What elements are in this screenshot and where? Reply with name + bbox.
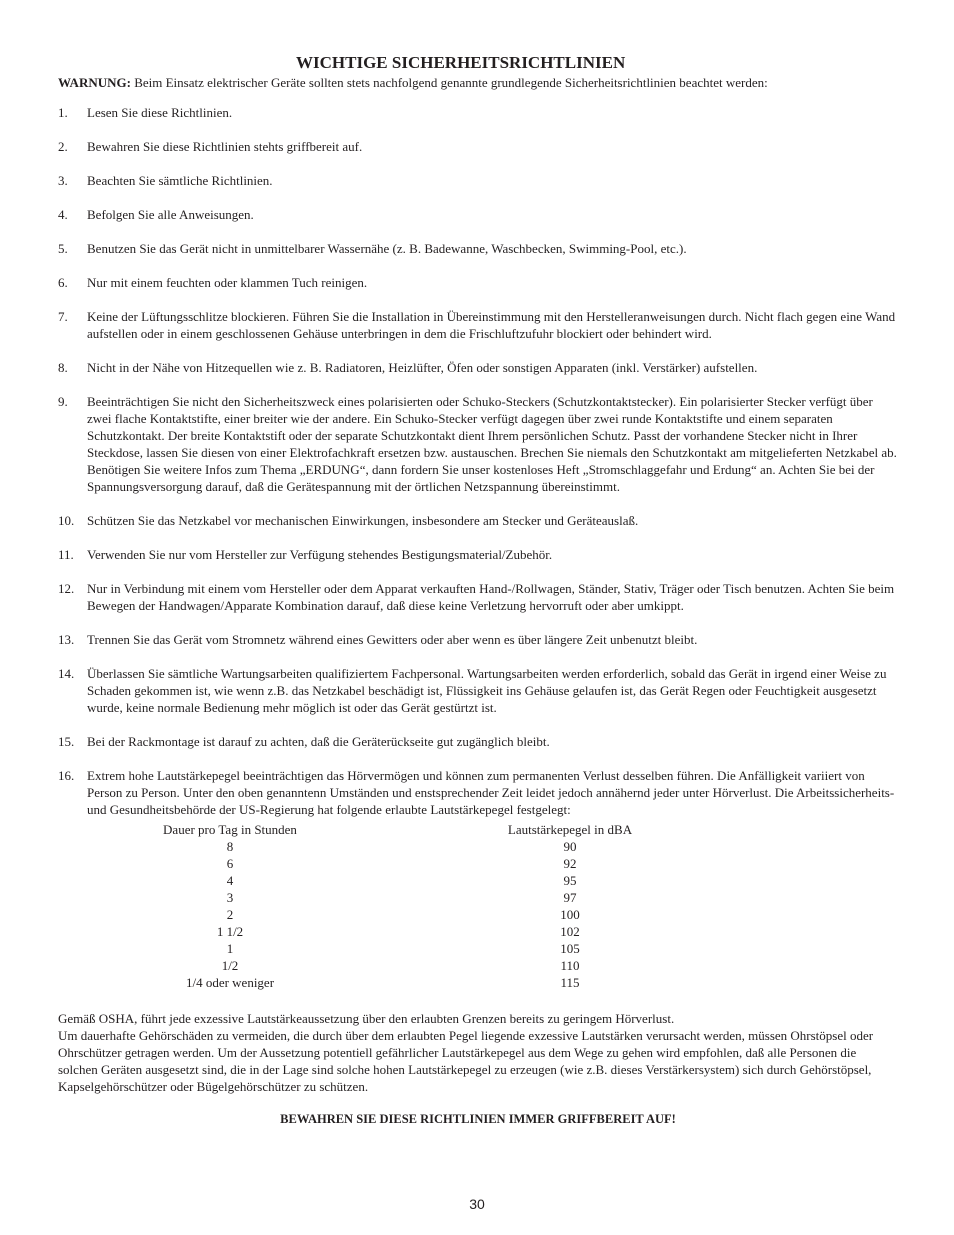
rule-text: Beachten Sie sämtliche Richtlinien.: [87, 173, 273, 188]
list-item: [58, 733, 898, 750]
level-cell: 115: [560, 975, 580, 990]
list-item: [58, 631, 898, 648]
warning-label: WARNUNG:: [58, 75, 131, 90]
rule-number: 2.: [58, 139, 68, 154]
level-header: Lautstärkepegel in dBA: [507, 822, 633, 837]
rule-number: 8.: [58, 360, 68, 375]
rule-text: Keine der Lüftungsschlitze blockieren. Führen Sie die Installation in Übereinstimmung mit den Herstelleranweisungen durch. Nicht flach gegen eine Wand aufstellen oder in einem geschlossenen Gehäuse unterbringen in dem die Frischluftzufuhr blockiert oder behindert wird.: [87, 309, 896, 341]
page-title: WICHTIGE SICHERHEITSRICHTLINIEN: [296, 53, 626, 72]
noise-exposure-table: [58, 821, 898, 991]
rule-text: Nicht in der Nähe von Hitzequellen wie z. B. Radiatoren, Heizlüfter, Öfen oder sonstigen Apparaten (inkl. Verstärker) aufstellen.: [87, 360, 758, 375]
rules-list: [58, 104, 898, 818]
rule-text: Bewahren Sie diese Richtlinien stehts griffbereit auf.: [87, 139, 363, 154]
document-page: [58, 52, 898, 1127]
list-item: [58, 138, 898, 155]
list-item: [58, 546, 898, 563]
level-cell: 90: [563, 839, 577, 854]
list-item: [58, 172, 898, 189]
osha-section: [58, 1010, 898, 1095]
rule-text: Nur mit einem feuchten oder klammen Tuch reinigen.: [87, 275, 368, 290]
rule-text: Befolgen Sie alle Anweisungen.: [87, 207, 254, 222]
duration-cell: 8: [226, 839, 234, 854]
duration-cell: 4: [226, 873, 234, 888]
level-cell: 97: [563, 890, 577, 905]
rule-number: 10.: [58, 513, 75, 528]
duration-cell: 3: [226, 890, 234, 905]
rule-number: 3.: [58, 173, 68, 188]
list-item: [58, 393, 898, 495]
rule-text: Bei der Rackmontage ist darauf zu achten, daß die Geräterückseite gut zugänglich bleibt.: [87, 734, 550, 749]
rule-number: 7.: [58, 309, 68, 324]
duration-cell: 2: [226, 907, 234, 922]
list-item: [58, 274, 898, 291]
duration-cell: 1 1/2: [216, 924, 244, 939]
rule-text: Beeinträchtigen Sie nicht den Sicherheitszweck eines polarisierten oder Schuko-Steckers (Schutzkontaktstecker). Ein polarisierter Stecker verfügt über zwei flache Kontaktstifte, einer breiter wie der andere. Ein Schuko-Stecker verfügt dagegen über zwei runde Kontaktstifte und einem separaten Schutzkontakt. Der breite Kontaktstift oder der separate Schutzkontakt dient Ihrem persönlichen Schutz. Passt der vorhandene Stecker nicht in Ihrer Steckdose, lassen Sie diesen von einer Elektrofachkraft ersetzen bzw. austauschen. Brechen Sie niemals den Schutzkontakt am mitgelieferten Netzkabel ab. Benötigen Sie weitere Infos zum Thema „ERDUNG“, dann fordern Sie unser kostenloses Heft „Stromschlaggefahr und Erdung“ an. Achten Sie bei der Spannungsversorgung darauf, daß die Gerätespannung mit der örtlichen Netzspannung übereinstimmt.: [87, 394, 897, 494]
rule-number: 11.: [58, 547, 74, 562]
rule-number: 15.: [58, 734, 75, 749]
duration-column: [115, 821, 345, 991]
rule-number: 9.: [58, 394, 68, 409]
rule-number: 1.: [58, 105, 68, 120]
rule-number: 4.: [58, 207, 68, 222]
rule-text: Verwenden Sie nur vom Hersteller zur Verfügung stehendes Bestigungsmaterial/Zubehör.: [87, 547, 553, 562]
rule-text: Benutzen Sie das Gerät nicht in unmittelbarer Wassernähe (z. B. Badewanne, Waschbecken, Swimming-Pool, etc.).: [87, 241, 687, 256]
closing-notice: BEWAHREN SIE DIESE RICHTLINIEN IMMER GRIFFBEREIT AUF!: [280, 1112, 676, 1126]
level-column: [477, 821, 663, 991]
rule-number: 6.: [58, 275, 68, 290]
rule-text: Lesen Sie diese Richtlinien.: [87, 105, 233, 120]
level-cell: 105: [560, 941, 580, 956]
rule-text: Schützen Sie das Netzkabel vor mechanischen Einwirkungen, insbesondere am Stecker und Geräteauslaß.: [87, 513, 639, 528]
level-cell: 110: [560, 958, 580, 973]
list-item: [58, 240, 898, 257]
rule-number: 5.: [58, 241, 68, 256]
level-cell: 95: [563, 873, 577, 888]
warning-paragraph: [58, 74, 898, 91]
protection-paragraph: Um dauerhafte Gehörschäden zu vermeiden, die durch über dem erlaubten Pegel liegende exzessive Lautstärken verursacht werden, müssen Ohrstöpsel oder Ohrschützer getragen werden. Um der Aussetzung potentiell gefährlicher Lautstärkepegel aus dem Wege zu gehen wird empfohlen, daß alle Personen die solchen Geräten ausgesetzt sind, die in der Lage sind solche hohen Lautstärkepegel zu erzeugen (wie z.B. dieses Verstärkersystem) sich durch Gehörstöpsel, Kapselgehörschützer oder Bügelgehörschützer zu schützen.: [58, 1028, 874, 1094]
level-cell: 92: [563, 856, 577, 871]
list-item: [58, 512, 898, 529]
list-item: [58, 308, 898, 342]
rule-text: Extrem hohe Lautstärkepegel beeinträchtigen das Hörvermögen und können zum permanenten Verlust desselben führen. Die Anfälligkeit variiert von Person zu Person. Unter den oben genanntenn Umständen und enstsprechender Zeit leidet jedoch annähernd jeder unter Hörverlust. Die Arbeitssicherheits- und Gesundheitsbehörde der US-Regierung hat folgende erlaubte Lautstärkepegel festgelegt:: [87, 768, 895, 817]
list-item: [58, 665, 898, 716]
rule-number: 14.: [58, 666, 75, 681]
duration-cell: 1: [226, 941, 234, 956]
rule-text: Überlassen Sie sämtliche Wartungsarbeiten qualifiziertem Fachpersonal. Wartungsarbeiten werden erforderlich, sobald das Gerät in irgend einer Weise zu Schaden gekommen ist, wie wenn z.B. das Netzkabel beschädigt ist, Flüssigkeit ins Gehäuse gelaufen ist, das Gerät Regen oder Feuchtigkeit ausgesetzt wurde, keine normale Bedienung mehr möglich ist oder das Gerät gestürtzt ist.: [87, 666, 887, 715]
duration-cell: 1/4 oder weniger: [185, 975, 275, 990]
rule-text: Trennen Sie das Gerät vom Stromnetz während eines Gewitters oder aber wenn es über längere Zeit unbenutzt bleibt.: [87, 632, 698, 647]
duration-cell: 1/2: [221, 958, 239, 973]
rule-text: Nur in Verbindung mit einem vom Hersteller oder dem Apparat verkauften Hand-/Rollwagen, Ständer, Stativ, Träger oder Tisch benutzen. Achten Sie beim Bewegen der Handwagen/Apparate Kombination darauf, daß diese keine Verletzung hervorruft oder aber umkippt.: [87, 581, 895, 613]
duration-cell: 6: [226, 856, 234, 871]
rule-number: 13.: [58, 632, 75, 647]
warning-text: Beim Einsatz elektrischer Geräte sollten stets nachfolgend genannte grundlegende Sicherheitsrichtlinien beachtet werden:: [130, 75, 768, 90]
list-item: [58, 206, 898, 223]
list-item: [58, 767, 898, 818]
osha-line: Gemäß OSHA, führt jede exzessive Lautstärkeaussetzung über den erlaubten Grenzen bereits zu geringem Hörverlust.: [58, 1011, 675, 1026]
list-item: [58, 580, 898, 614]
list-item: [58, 359, 898, 376]
list-item: [58, 104, 898, 121]
duration-header: Dauer pro Tag in Stunden: [163, 822, 297, 837]
page-number: 30: [469, 1196, 485, 1212]
rule-number: 12.: [58, 581, 75, 596]
level-cell: 102: [560, 924, 580, 939]
level-cell: 100: [560, 907, 580, 922]
rule-number: 16.: [58, 768, 75, 783]
